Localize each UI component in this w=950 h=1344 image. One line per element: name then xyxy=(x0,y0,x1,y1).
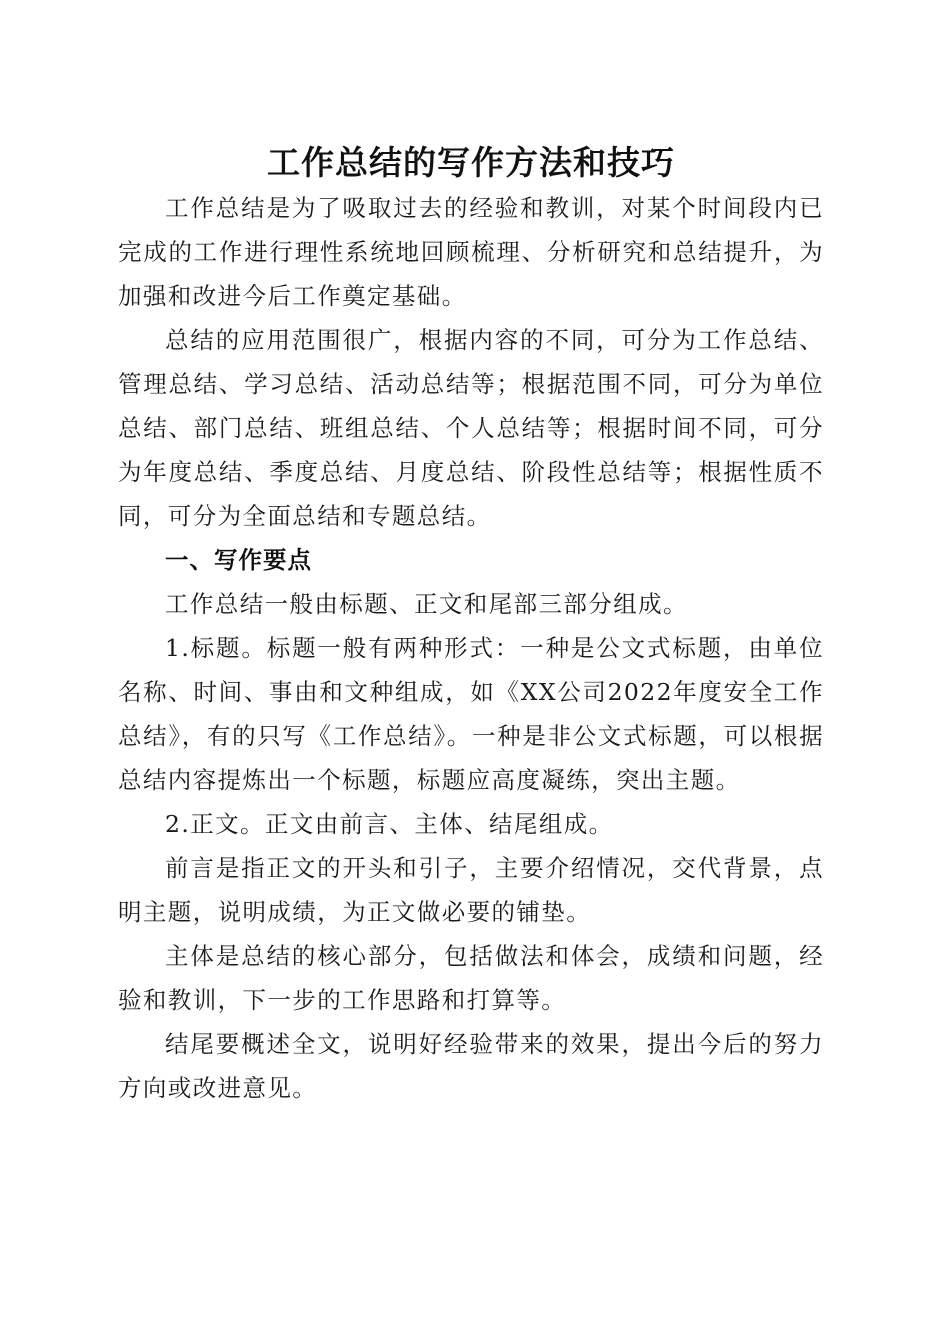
main-body-paragraph: 主体是总结的核心部分，包括做法和体会，成绩和问题，经验和教训，下一步的工作思路和打算等。 xyxy=(118,942,824,1014)
section-heading: 一、写作要点 xyxy=(165,546,312,574)
ending-paragraph: 结尾要概述全文，说明好经验带来的效果，提出今后的努力方向或改进意见。 xyxy=(118,1030,824,1102)
body-rule-paragraph: 2.正文。正文由前言、主体、结尾组成。 xyxy=(165,810,614,838)
document-body xyxy=(118,140,824,1110)
preface-paragraph: 前言是指正文的开头和引子，主要介绍情况，交代背景，点明主题，说明成绩，为正文做必要的铺垫。 xyxy=(118,854,824,926)
title-rule-paragraph: 1.标题。标题一般有两种形式：一种是公文式标题，由单位名称、时间、事由和文种组成，如《XX公司2022年度安全工作总结》，有的只写《工作总结》。一种是非公文式标题，可以根据总结内容提炼出一个标题，标题应高度凝练，突出主题。 xyxy=(118,634,824,794)
document-title: 工作总结的写作方法和技巧 xyxy=(267,143,675,182)
scope-paragraph: 总结的应用范围很广，根据内容的不同，可分为工作总结、管理总结、学习总结、活动总结等；根据范围不同，可分为单位总结、部门总结、班组总结、个人总结等；根据时间不同，可分为年度总结、季度总结、月度总结、阶段性总结等；根据性质不同，可分为全面总结和专题总结。 xyxy=(118,326,824,530)
intro-paragraph: 工作总结是为了吸取过去的经验和教训，对某个时间段内已完成的工作进行理性系统地回顾梳理、分析研究和总结提升，为加强和改进今后工作奠定基础。 xyxy=(118,194,824,310)
composition-paragraph: 工作总结一般由标题、正文和尾部三部分组成。 xyxy=(165,590,688,618)
